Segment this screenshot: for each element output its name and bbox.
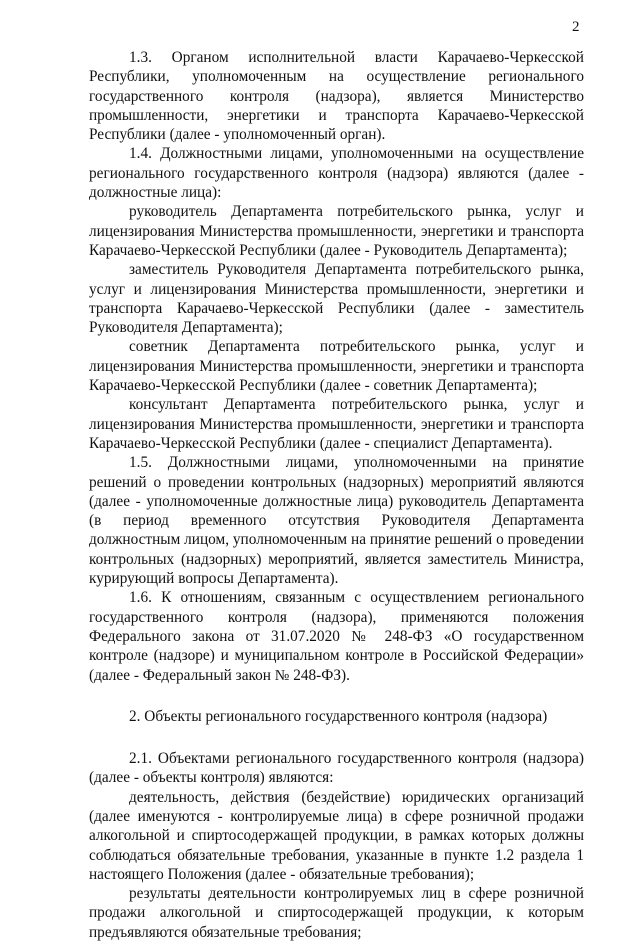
paragraph-1-6: 1.6. К отношениям, связанным с осуществлением регионального государственного контроля (надзора), применяются положения Федерального закона от 31.07.2020 № 248-ФЗ «О государственном контроле (надзоре) и муниципальном контроле в Российской Федерации» (далее - Федеральный закон № 248-ФЗ).	[89, 589, 584, 684]
section-2-heading: 2. Объекты регионального государственного контроля (надзора)	[129, 707, 548, 725]
paragraph-1-4: 1.4. Должностными лицами, уполномоченными на осуществление регионального государственного контроля (надзора) являются (далее - должностные лица):	[89, 145, 584, 202]
paragraph-2-1: 2.1. Объектами регионального государственного контроля (надзора) (далее - объекты контроля) являются:	[89, 750, 584, 787]
page-number: 2	[572, 19, 580, 35]
paragraph-1-5: 1.5. Должностными лицами, уполномоченными на принятие решений о проведении контрольных (надзорных) мероприятий являются (далее - уполномоченные должностные лица) руководитель Департамента (в период временного отсутствия Руководителя Департамента должностным лицом, уполномоченным на принятие решений о проведении контрольных (надзорных) мероприятий, является заместитель Министра, курирующий вопросы Департамента).	[89, 454, 584, 588]
paragraph-2-1-activity: деятельность, действия (бездействие) юридических организаций (далее именуются - контролируемые лица) в сфере розничной продажи алкогольной и спиртосодержащей продукции, в рамках которых должны соблюдаться обязательные требования, указанные в пункте 1.2 раздела 1 настоящего Положения (далее - обязательные требования);	[89, 788, 584, 883]
paragraph-1-4-head: руководитель Департамента потребительского рынка, услуг и лицензирования Министерства промышленности, энергетики и транспорта Карачаево-Черкесской Республики (далее - Руководитель Департамента);	[89, 203, 584, 259]
paragraph-1-3: 1.3. Органом исполнительной власти Карачаево-Черкесской Республики, уполномоченным на осуществление регионального государственного контроля (надзора), является Министерство промышленности, энергетики и транспорта Карачаево-Черкесской Республики (далее - уполномоченный орган).	[89, 49, 584, 144]
paragraph-1-4-deputy: заместитель Руководителя Департамента потребительского рынка, услуг и лицензирования Министерства промышленности, энергетики и транспорта Карачаево-Черкесской Республики (далее - заместитель Руководителя Департамента);	[89, 261, 584, 337]
paragraph-1-4-advisor: советник Департамента потребительского рынка, услуг и лицензирования Министерства промышленности, энергетики и транспорта Карачаево-Черкесской Республики (далее - советник Департамента);	[89, 338, 584, 395]
paragraph-2-1-results: результаты деятельности контролируемых лиц в сфере розничной продажи алкогольной и спиртосодержащей продукции, к которым предъявляются обязательные требования;	[89, 885, 584, 941]
paragraph-1-4-consultant: консультант Департамента потребительского рынка, услуг и лицензирования Министерства промышленности, энергетики и транспорта Карачаево-Черкесской Республики (далее - специалист Департамента).	[89, 396, 584, 452]
document-body	[89, 48, 584, 942]
